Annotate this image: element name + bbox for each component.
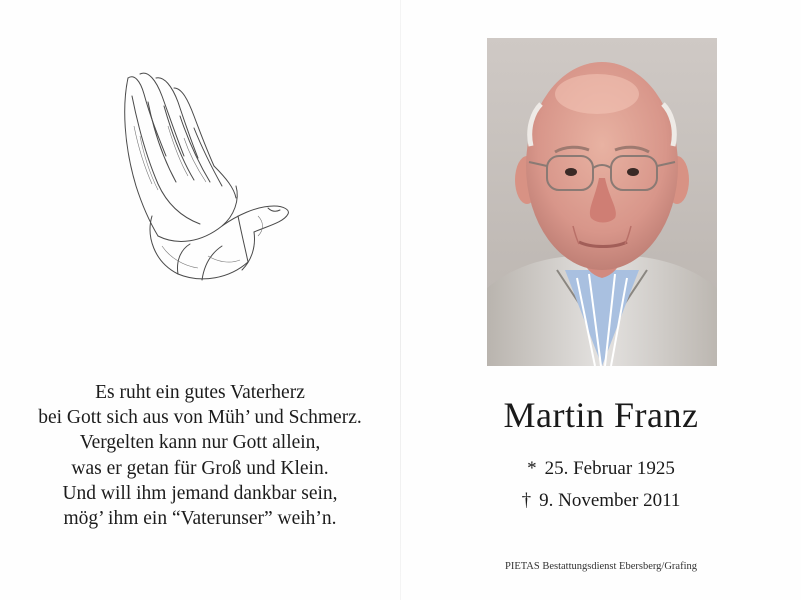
poem-line: bei Gott sich aus von Müh’ und Schmerz. [38,407,362,429]
birth-star-icon: * [527,458,537,479]
birth-date-line [401,458,801,480]
death-date: 9. November 2011 [539,490,681,511]
right-panel [401,0,801,600]
death-date-line [401,490,801,512]
portrait-image [487,38,717,366]
praying-hands-icon [118,66,298,288]
deceased-name: Martin Franz [503,395,699,435]
poem-line: Vergelten kann nur Gott allein, [79,432,321,454]
left-panel [0,0,400,600]
death-cross-icon: † [521,490,532,511]
undertaker-credit: PIETAS Bestattungsdienst Ebersberg/Grafing [504,561,698,572]
portrait-photo [487,38,717,366]
poem-line: Es ruht ein gutes Vaterherz [95,382,305,403]
poem-line: mög’ ihm ein “Vaterunser” weih’n. [63,508,337,530]
poem [0,380,400,531]
poem-line: Und will ihm jemand dankbar sein, [62,482,338,504]
birth-date: 25. Februar 1925 [544,458,675,479]
poem-line: was er getan für Groß und Klein. [71,457,329,479]
